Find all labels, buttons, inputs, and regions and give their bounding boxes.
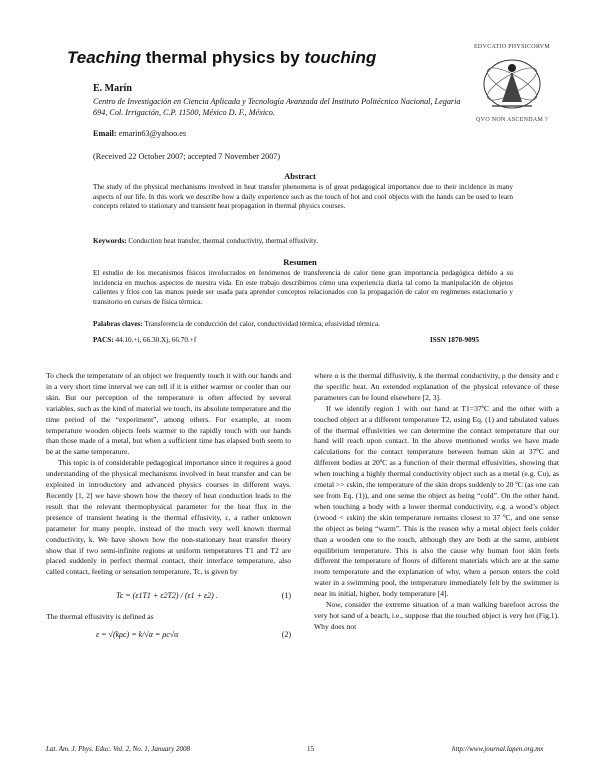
resumen-text: El estudio de los mecanismos físicos involucrados en fenómenos de transferencia de calor tiene gran importancia pedagógica debido a su incidencia en muchos aspectos de nuestra vida. En este trabajo describimos cómo una experiencia diaria tal como la manipulación de objetos calientes y fríos con las manos puede ser usada para aprender conceptos relacionados con la propagación de calor en regímenes estacionario y transitorio en cursos de física térmica. [93, 269, 513, 306]
keywords-text: Conduction heat transfer, thermal conductivity, thermal effusivity. [128, 237, 319, 245]
equation-1-number: (1) [281, 591, 291, 601]
logo-bottom-text: QVO NON ASCENDAM ? [476, 117, 548, 123]
journal-logo [462, 44, 562, 126]
palabras-label: Palabras claves: [93, 320, 143, 328]
equation-2 [46, 626, 291, 646]
abstract-text: The study of the physical mechanisms involved in heat transfer phenomena is of great pedagogical importance due to their incidence in many aspects of our life. In this work we describe how a daily experience such as the touch of hot and cool objects with the hands can be used to learn concepts related to stationary and transient heat propagation in thermal physics courses. [93, 183, 513, 211]
email-value[interactable]: emarin63@yahoo.es [118, 129, 187, 138]
left-paragraph-3: The thermal effusivity is defined as [46, 612, 154, 622]
pacs-codes: 44.10.+i, 66.30.Xj, 66.70.+f [115, 336, 197, 344]
left-paragraph-2: This topic is of considerable pedagogical importance since it requires a good understanding of the physical mechanisms involved in heat transfer and can be exploited in introductory and advanced physics courses in different ways. Recently [1, 2] we have shown how the theory of heat conduction leads to the result that the relevant thermophysical parameter for the heat flux in the presence of transient heating is the thermal effusivity, ε, a rather unknown parameter for many people, instead of the much very well known thermal conductivity, k. We have shown how the non-stationary heat transfer theory show that if two semi-infinite regions at uniform temperatures T1 and T2 are placed suddenly in perfect thermal contact, their interface temperature, also called contact, feeling or sensation temperature, Tc, is given by [46, 458, 292, 577]
title-word-teaching: Teaching [67, 48, 141, 67]
equation-1-body: Tc = (ε1T1 + ε2T2) / (ε1 + ε2) . [116, 591, 218, 601]
abstract-keywords [93, 237, 533, 245]
resumen-heading: Resumen [283, 257, 317, 267]
palabras-text: Transferencia de conducción del calor, conductividad térmica, efusividad térmica. [144, 320, 380, 328]
equation-2-number: (2) [281, 630, 291, 640]
email-label: Email: [93, 129, 117, 138]
pacs-label: PACS: [93, 336, 114, 344]
received-dates: (Received 22 October 2007; accepted 7 November 2007) [93, 152, 281, 161]
author-email [93, 129, 186, 138]
abstract-heading: Abstract [284, 171, 316, 181]
logo-emblem-icon [462, 50, 562, 112]
equation-2-body: ε = √(kρc) = k/√α = ρc√α [96, 630, 179, 640]
title-word-touching: touching [304, 48, 377, 67]
equation-1 [46, 582, 291, 612]
title-middle: thermal physics by [141, 48, 305, 67]
resumen-keywords [93, 320, 533, 328]
issn: ISSN 1870-9095 [430, 336, 479, 344]
body-column-left [46, 371, 291, 646]
right-paragraph-3: Now, consider the extreme situation of a man walking barefoot across the very hot sand of a beach, i.e., suppose that the touched object is very hot (Fig.1). Why does not [314, 600, 559, 631]
right-paragraph-1: where α is the thermal diffusivity, k the thermal conductivity, ρ the density and c the specific heat. An extended explanation of the physical relevance of these parameters can be found elsewhere [2, 3]. [314, 371, 559, 402]
left-paragraph-1: To check the temperature of an object we frequently touch it with our hands and in a very short time interval we can tell if it is either warmer or cooler than our skin. But our perception of the temperature is often affected by several variables, such as the kind of material we touch, its absolute temperature and the time period of the “experiment”, among others. For example, at room temperature wooden objects feels warmer to the rapidly touch with our hands than those made of a metal, but when a sufficient time has elapsed both seem to be at the same temperature. [46, 371, 291, 457]
author-affiliation: Centro de Investigación en Ciencia Aplicada y Tecnología Avanzada del Instituto Politécnico Nacional, Legaria 694, Col. Irrigación, C.P. 11500, México D. F., México. [93, 97, 461, 117]
paper-title [67, 48, 376, 68]
footer-page-number: 15 [307, 745, 314, 753]
body-column-right [314, 371, 559, 633]
keywords-label: Keywords: [93, 237, 127, 245]
footer-url[interactable]: http://www.journal.lapen.org.mx [452, 745, 544, 753]
footer-journal: Lat. Am. J. Phys. Educ. Vol. 2, No. 1, January 2008 [46, 745, 190, 753]
author-name: E. Marín [93, 83, 132, 94]
pacs-line [93, 336, 196, 344]
logo-top-text: EDVCATIO PHYSICORVM [473, 44, 551, 50]
right-paragraph-2: If we identify region 1 with our hand at T1=37ºC and the other with a touched object at a different temperature T2, using Eq. (1) and tabulated values of the thermal effusivities we can determine the contact temperature that our hand will reach upon contact. In the above mentioned works we have made calculations for the contact temperature between human skin at 37ºC and different bodies at 20ºC as a function of their thermal effusivities, showing that when touching a highly thermal conductivity object such as a metal (e.g. Cu), as εmetal >> εskin, the temperature of the skin drops suddenly to 20 ºC (as one can see from Eq. (1)), and one sense the object as being “cold”. On the other hand, when touching a body with a lower thermal conductivity, e.g. a wood’s object (εwood < εskin) the skin temperature remains closest to 37 ºC, and one sense the object as being “warm”. This is the reason why a metal object feels colder than a wooden one to the touch, although they are both at the same, ambient equilibrium temperature. This is also the cause why human foot skin feels different the temperature of floors of different materials which are at the same room temperature and the explanation of why, when a person enters the cold water in a swimming pool, the temperature immediately felt by the swimmer is near its initial, higher, body temperature [4]. [314, 403, 559, 599]
